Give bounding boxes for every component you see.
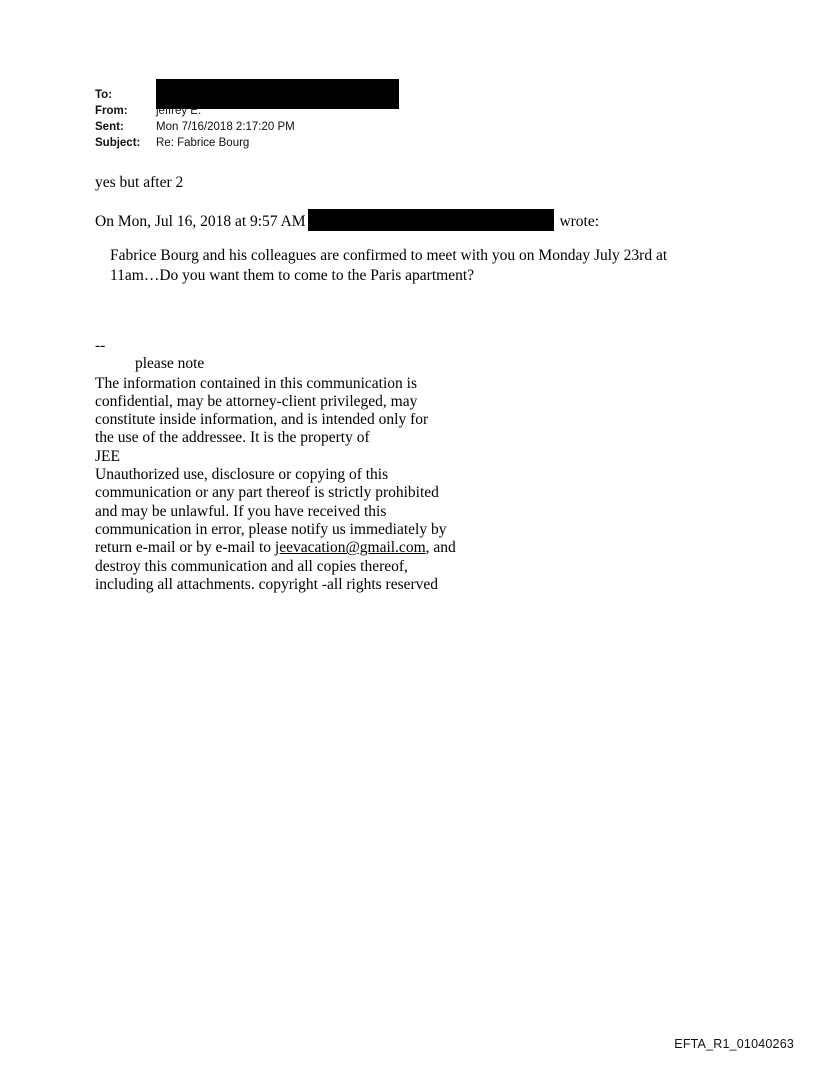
- email-signature-disclaimer: [95, 337, 655, 594]
- disclaimer-line-11: destroy this communication and all copies thereof,: [95, 557, 408, 575]
- signature-please-note: please note: [135, 355, 205, 373]
- disclaimer-email-suffix: , and: [425, 539, 456, 557]
- disclaimer-line-3: constitute inside information, and is intended only for: [95, 411, 429, 429]
- email-header: [95, 88, 715, 152]
- header-label-from: From:: [95, 105, 128, 117]
- quote-attribution-suffix: wrote:: [555, 213, 600, 230]
- email-link[interactable]: jeevacation@gmail.com: [274, 539, 426, 557]
- disclaimer-line-email: [95, 539, 655, 557]
- disclaimer-line-9: communication in error, please notify us immediately by: [95, 520, 447, 538]
- header-label-to: To:: [95, 89, 113, 101]
- header-row-sent: [95, 120, 715, 135]
- disclaimer-line-4: the use of the addressee. It is the property of: [95, 429, 370, 447]
- disclaimer-line-6: Unauthorized use, disclosure or copying of this: [95, 466, 389, 484]
- quote-attribution-prefix: On Mon, Jul 16, 2018 at 9:57 AM: [95, 213, 306, 230]
- header-value-sent: Mon 7/16/2018 2:17:20 PM: [156, 121, 295, 133]
- redaction-bar-sender: [308, 209, 554, 231]
- reply-body-text: yes but after 2: [95, 174, 184, 191]
- header-value-from: jeffrey E.: [156, 105, 202, 117]
- quote-attribution-line: [95, 209, 599, 233]
- bates-number: EFTA_R1_01040263: [674, 1037, 794, 1051]
- header-row-from: [95, 104, 715, 119]
- disclaimer-line-1: The information contained in this communication is: [95, 374, 417, 392]
- header-label-subject: Subject:: [95, 137, 141, 149]
- header-row-subject: [95, 136, 715, 151]
- disclaimer-line-12: including all attachments. copyright -all rights reserved: [95, 575, 439, 593]
- disclaimer-line-5: JEE: [95, 447, 120, 465]
- disclaimer-line-7: communication or any part thereof is strictly prohibited: [95, 484, 439, 502]
- header-value-subject: Re: Fabrice Bourg: [156, 137, 250, 149]
- disclaimer-line-2: confidential, may be attorney-client privileged, may: [95, 392, 418, 410]
- disclaimer-line-8: and may be unlawful. If you have received this: [95, 502, 387, 520]
- quoted-message-text: Fabrice Bourg and his colleagues are confirmed to meet with you on Monday July 23rd at 11am…Do you want them to come to the Paris apartment?: [110, 247, 668, 284]
- signature-dashes: --: [95, 337, 106, 354]
- disclaimer-email-prefix: return e-mail or by e-mail to: [95, 539, 275, 557]
- header-label-sent: Sent:: [95, 121, 124, 133]
- header-row-to: [95, 88, 715, 103]
